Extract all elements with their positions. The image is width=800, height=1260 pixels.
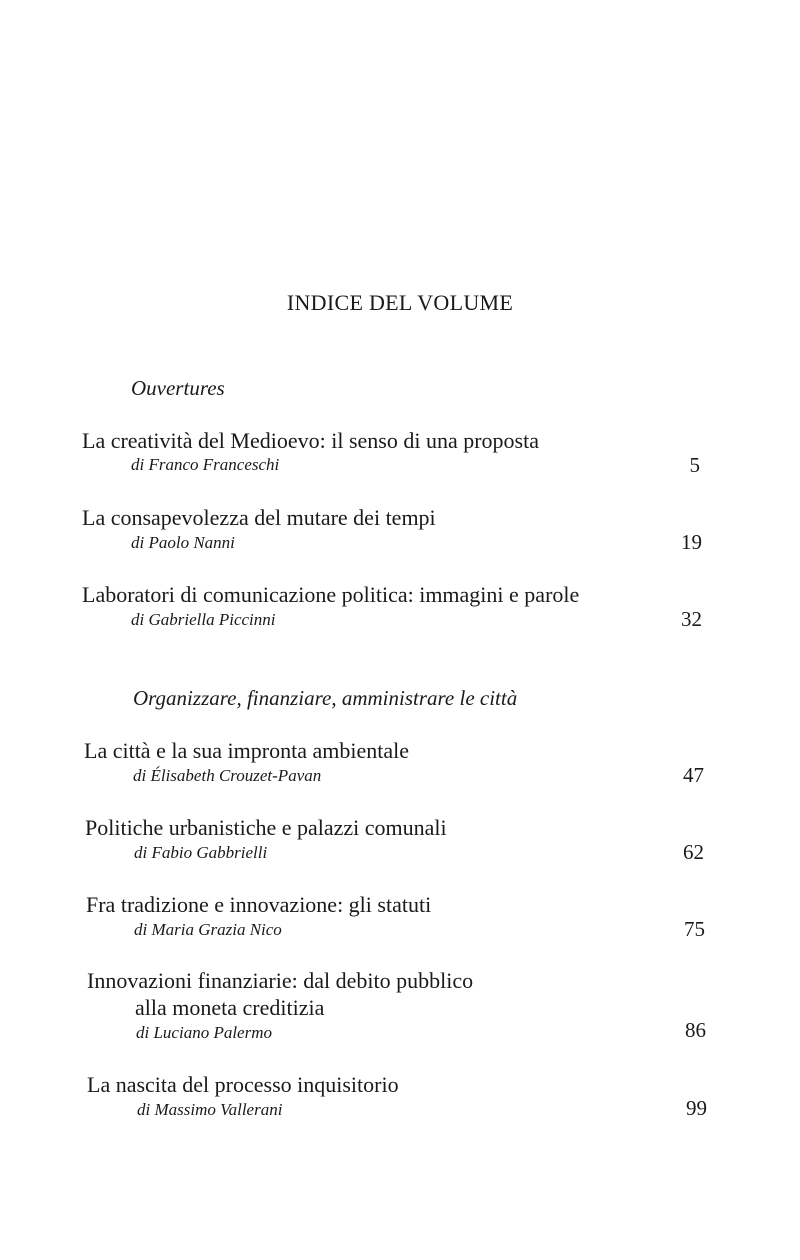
- entry-author: di Élisabeth Crouzet-Pavan: [133, 766, 322, 785]
- entry-title: La creatività del Medioevo: il senso di una proposta: [82, 428, 539, 453]
- entry-page: 5: [689, 453, 700, 477]
- entry-title: Fra tradizione e innovazione: gli statuti: [86, 892, 432, 917]
- entry-page: 75: [684, 917, 705, 941]
- entry-author: di Franco Franceschi: [131, 455, 280, 474]
- entry-author: di Luciano Palermo: [136, 1023, 272, 1042]
- entry-author: di Gabriella Piccinni: [131, 610, 276, 629]
- entry-page: 47: [683, 763, 704, 787]
- entry-title: La nascita del processo inquisitorio: [87, 1072, 399, 1097]
- entry-title: [87, 967, 473, 1021]
- entry-title: Laboratori di comunicazione politica: immagini e parole: [82, 582, 580, 607]
- entry-page: 99: [686, 1096, 707, 1120]
- page-title: INDICE DEL VOLUME: [286, 290, 514, 315]
- section-heading: Ouvertures: [131, 376, 225, 400]
- entry-title: La consapevolezza del mutare dei tempi: [82, 505, 436, 530]
- entry-author: di Fabio Gabbrielli: [134, 843, 268, 862]
- entry-author: di Paolo Nanni: [131, 533, 235, 552]
- entry-author: di Maria Grazia Nico: [134, 920, 282, 939]
- section-heading: Organizzare, finanziare, amministrare le città: [133, 686, 518, 710]
- entry-page: 32: [681, 607, 702, 631]
- entry-page: 86: [685, 1018, 706, 1042]
- entry-title-continuation: alla moneta creditizia: [135, 995, 325, 1020]
- entry-author: di Massimo Vallerani: [137, 1100, 283, 1119]
- entry-title: La città e la sua impronta ambientale: [84, 738, 409, 763]
- entry-page: 62: [683, 840, 704, 864]
- entry-page: 19: [681, 530, 702, 554]
- entry-title: Politiche urbanistiche e palazzi comunali: [85, 815, 447, 840]
- entry-title-line: Innovazioni finanziarie: dal debito pubblico: [87, 968, 474, 993]
